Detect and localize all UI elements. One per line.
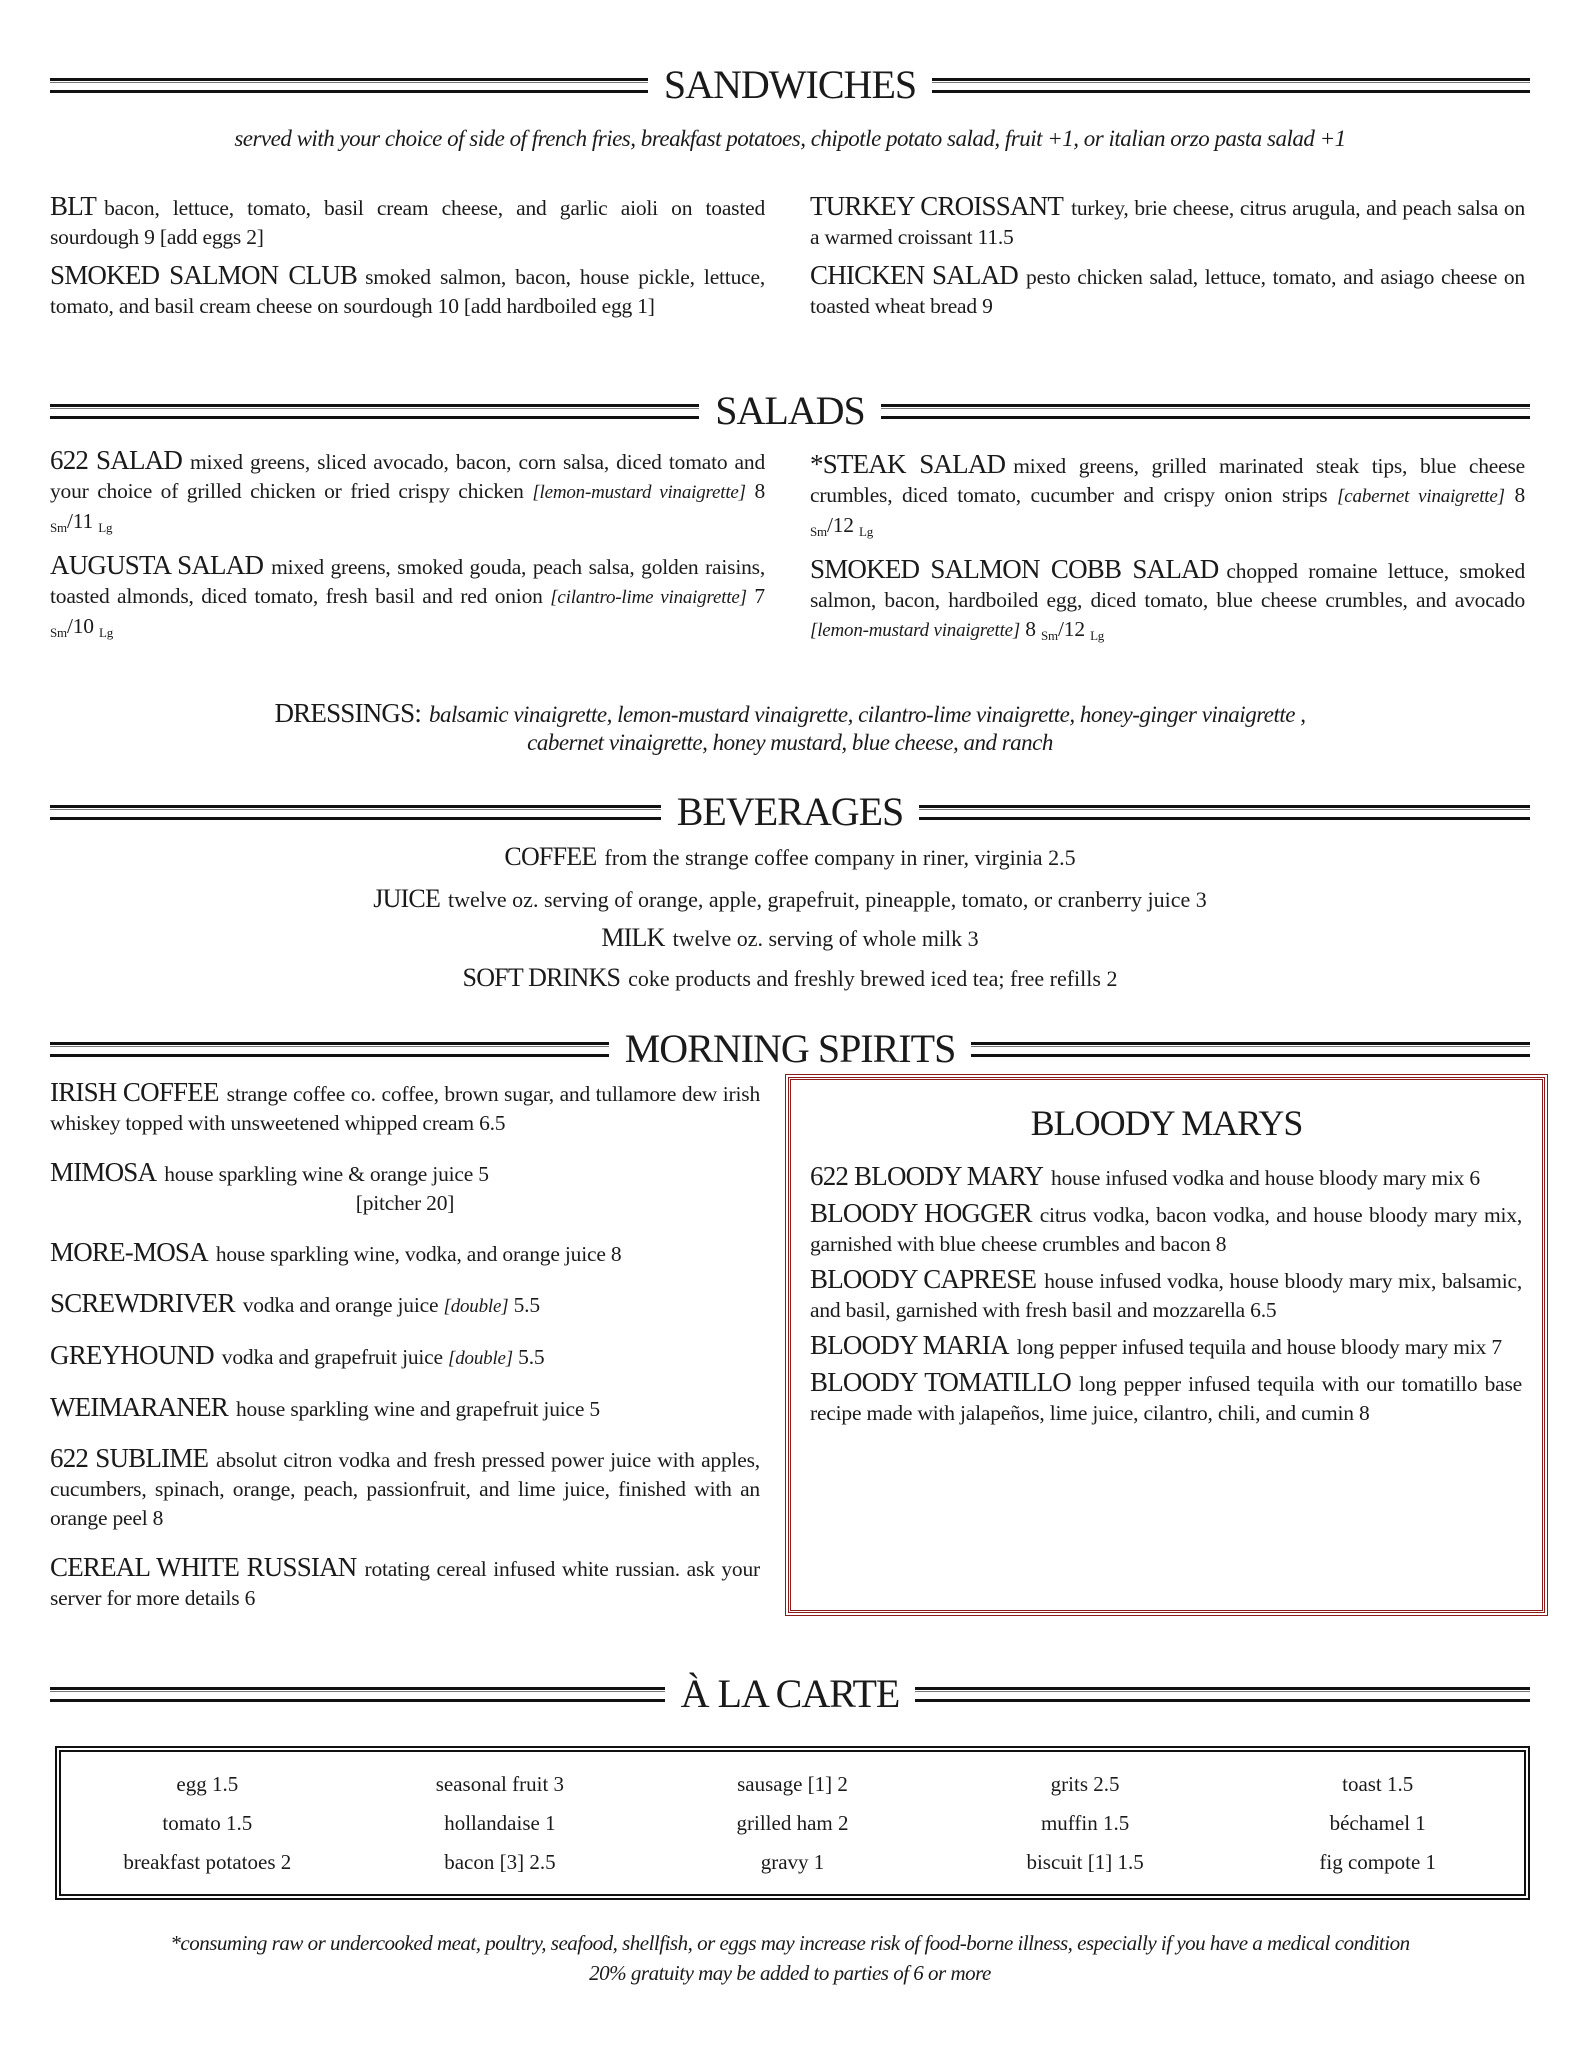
item-note: [lemon-mustard vinaigrette] — [532, 482, 746, 503]
size-large-label: Lg — [98, 520, 113, 535]
item-description: rotating cereal infused white russian. ask your server for more details — [50, 1557, 760, 1610]
item-price: 9 — [982, 294, 993, 318]
sandwiches-right — [810, 192, 1525, 330]
item-price: 5.5 — [513, 1293, 540, 1317]
a-la-carte-box — [55, 1746, 1530, 1900]
item-price: 8 $_{Sm}$/12 $_{Lg}$ — [1025, 617, 1105, 643]
a-la-carte-item: hollandaise 1 — [444, 1810, 556, 1835]
a-la-carte-item: gravy 1 — [760, 1849, 825, 1874]
a-la-carte-item: muffin 1.5 — [1040, 1810, 1130, 1835]
menu-item — [50, 446, 765, 542]
item-description: house sparkling wine and grapefruit juice — [235, 1397, 585, 1421]
item-name: BLOODY CAPRESE — [810, 1264, 1037, 1294]
item-name: TURKEY CROISSANT — [810, 191, 1064, 221]
item-description: twelve oz. serving of whole milk — [672, 926, 963, 951]
item-price: 10 [add hardboiled egg 1] — [437, 294, 655, 318]
item-description: twelve oz. serving of orange, apple, grapefruit, pineapple, tomato, or cranberry juice — [448, 887, 1191, 912]
item-description: smoked salmon, bacon, house pickle, lettuce, tomato, and basil cream cheese on sourdough — [50, 265, 765, 318]
divider — [932, 78, 1530, 93]
section-title: MORNING SPIRITS — [624, 1026, 956, 1071]
size-large-label: Lg — [1090, 628, 1105, 643]
item-description: absolut citron vodka and fresh pressed power juice with apples, cucumbers, spinach, orange, peach, passionfruit, and lime juice, finished with an orange peel — [50, 1448, 760, 1530]
beverage-item — [50, 963, 1530, 993]
item-name: GREYHOUND — [50, 1340, 214, 1370]
item-price: 11.5 — [977, 225, 1014, 249]
a-la-carte-item: grilled ham 2 — [736, 1810, 849, 1835]
a-la-carte-item: breakfast potatoes 2 — [123, 1849, 292, 1874]
dressings — [50, 698, 1530, 729]
item-price: 8 $_{Sm}$/12 $_{Lg}$ — [810, 483, 1525, 539]
a-la-carte-item: sausage [1] 2 — [737, 1771, 848, 1796]
price-small: 8 — [1025, 617, 1036, 641]
item-name: CHICKEN SALAD — [810, 260, 1019, 290]
size-small-label: Sm — [50, 520, 67, 535]
item-price: 8 — [152, 1506, 164, 1530]
menu-item — [810, 1331, 1522, 1362]
menu-item — [50, 551, 765, 647]
menu-item — [50, 1553, 760, 1613]
item-price: 8 $_{Sm}$/11 $_{Lg}$ — [50, 479, 765, 535]
price-large: 12 — [832, 513, 854, 537]
item-description: coke products and freshly brewed iced tea; free refills — [628, 966, 1101, 991]
price-large: 11 — [72, 509, 94, 533]
menu-item — [810, 1162, 1522, 1193]
item-name: COFFEE — [504, 842, 597, 871]
a-la-carte-header — [50, 1669, 1530, 1719]
price-small: 8 — [1514, 483, 1525, 507]
a-la-carte-item: biscuit [1] 1.5 — [1026, 1849, 1144, 1874]
menu-item — [50, 192, 765, 252]
bloody-marys-title: BLOODY MARYS — [1030, 1103, 1303, 1143]
sandwiches-left — [50, 192, 765, 330]
a-la-carte-item: grits 2.5 — [1050, 1771, 1120, 1796]
salads-right — [810, 450, 1525, 659]
a-la-carte-item: tomato 1.5 — [162, 1810, 253, 1835]
beverage-item — [50, 842, 1530, 872]
menu-item — [810, 450, 1525, 546]
item-name: BLOODY TOMATILLO — [810, 1367, 1071, 1397]
dressings-label: DRESSINGS: — [274, 698, 422, 728]
salads-header — [50, 386, 1530, 436]
item-price: 6.5 — [1250, 1298, 1277, 1322]
item-description: long pepper infused tequila with our tomatillo base recipe made with jalapeños, lime juice, cilantro, chili, and cumin — [810, 1372, 1522, 1425]
price-small: 8 — [754, 479, 765, 503]
item-description: house infused vodka, house bloody mary mix, balsamic, and basil, garnished with fresh basil and mozzarella — [810, 1269, 1522, 1322]
divider — [881, 404, 1530, 419]
item-note: [double] — [443, 1296, 509, 1317]
size-large-label: Lg — [859, 524, 874, 539]
dressings-line1: balsamic vinaigrette, lemon-mustard vinaigrette, cilantro-lime vinaigrette, honey-ginger vinaigrette , — [429, 702, 1306, 727]
item-price: 8 — [610, 1242, 622, 1266]
item-price: 6 — [244, 1586, 256, 1610]
item-price: 5 — [478, 1162, 489, 1186]
size-small-label: Sm — [50, 625, 67, 640]
item-description: house infused vodka and house bloody mary mix — [1051, 1166, 1465, 1190]
menu-item — [810, 1368, 1522, 1428]
section-title: SALADS — [715, 388, 865, 433]
item-price: 5 — [589, 1397, 600, 1421]
item-price: 8 — [1215, 1232, 1227, 1256]
section-title: À LA CARTE — [680, 1671, 900, 1716]
size-large-label: Lg — [99, 625, 114, 640]
section-title: BEVERAGES — [676, 789, 904, 834]
item-name: 622 BLOODY MARY — [810, 1161, 1044, 1191]
item-price: 7 — [1491, 1335, 1502, 1359]
item-name: MIMOSA — [50, 1157, 157, 1187]
item-name: WEIMARANER — [50, 1392, 228, 1422]
item-description: strange coffee co. coffee, brown sugar, and tullamore dew irish whiskey topped with unsweetened whipped cream — [50, 1082, 761, 1135]
price-small: 7 — [754, 584, 765, 608]
item-description: chopped romaine lettuce, smoked salmon, bacon, hardboiled egg, diced tomato, blue cheese crumbles, and avocado — [810, 559, 1525, 612]
item-price: 3 — [1195, 887, 1207, 912]
divider — [50, 404, 699, 419]
menu-item — [50, 1238, 760, 1269]
item-price: 6 — [1469, 1166, 1480, 1190]
item-name: CEREAL WHITE RUSSIAN — [50, 1552, 357, 1582]
item-description: from the strange coffee company in riner, virginia — [604, 845, 1043, 870]
item-price: 8 — [1359, 1401, 1370, 1425]
divider — [50, 1042, 609, 1057]
salads-left — [50, 446, 765, 656]
item-name: SCREWDRIVER — [50, 1288, 235, 1318]
price-large: 10 — [72, 614, 94, 638]
item-price: 6.5 — [479, 1111, 506, 1135]
menu-item — [810, 1265, 1522, 1325]
menu-item — [50, 1341, 760, 1373]
gratuity-note: 20% gratuity may be added to parties of 6 or more — [589, 1961, 991, 1985]
menu-item — [50, 1289, 760, 1321]
bloody-marys-list — [810, 1162, 1522, 1434]
item-description: mixed greens, smoked gouda, peach salsa, golden raisins, toasted almonds, diced tomato, fresh basil and red onion — [50, 555, 765, 608]
item-name: JUICE — [373, 884, 441, 913]
divider — [915, 1687, 1530, 1702]
item-price: 2.5 — [1048, 845, 1076, 870]
item-description: house sparkling wine & orange juice — [164, 1162, 474, 1186]
a-la-carte-item: béchamel 1 — [1329, 1810, 1426, 1835]
item-name: BLOODY HOGGER — [810, 1198, 1032, 1228]
a-la-carte-item: fig compote 1 — [1319, 1849, 1437, 1874]
item-name: BLOODY MARIA — [810, 1330, 1009, 1360]
spirits-list — [50, 1078, 760, 1633]
menu-item — [50, 1393, 760, 1424]
menu-item — [50, 1444, 760, 1533]
divider — [50, 805, 661, 820]
item-note: [cilantro-lime vinaigrette] — [550, 587, 747, 608]
price-large: 12 — [1063, 617, 1085, 641]
item-name: SOFT DRINKS — [462, 963, 621, 992]
item-description: turkey, brie cheese, citrus arugula, and peach salsa on a warmed croissant — [810, 196, 1525, 249]
divider — [971, 1042, 1530, 1057]
menu-item — [50, 261, 765, 321]
item-description: pesto chicken salad, lettuce, tomato, and asiago cheese on toasted wheat bread — [810, 265, 1525, 318]
item-name: 622 SALAD — [50, 445, 183, 475]
item-description: mixed greens, grilled marinated steak tips, blue cheese crumbles, diced tomato, cucumber and crispy onion strips — [810, 454, 1525, 507]
item-name: IRISH COFFEE — [50, 1077, 219, 1107]
item-price: 2 — [1106, 966, 1118, 991]
item-price: 7 $_{Sm}$/10 $_{Lg}$ — [50, 584, 765, 640]
menu-item — [50, 1158, 760, 1218]
menu-item — [810, 261, 1525, 321]
size-small-label: Sm — [1041, 628, 1058, 643]
item-price: 3 — [967, 926, 979, 951]
beverages-header — [50, 787, 1530, 837]
beverage-item — [50, 884, 1530, 914]
a-la-carte-item: bacon [3] 2.5 — [444, 1849, 556, 1874]
divider — [919, 805, 1530, 820]
item-description: citrus vodka, bacon vodka, and house bloody mary mix, garnished with blue cheese crumbles and bacon — [810, 1203, 1522, 1256]
menu-item — [810, 555, 1525, 650]
item-note: [lemon-mustard vinaigrette] — [810, 620, 1021, 641]
a-la-carte-item: toast 1.5 — [1342, 1771, 1414, 1796]
item-name: MORE-MOSA — [50, 1237, 208, 1267]
sandwiches-subtitle: served with your choice of side of french fries, breakfast potatoes, chipotle potato salad, fruit +1, or italian orzo pasta salad +1 — [234, 126, 1346, 151]
dressings-line2: cabernet vinaigrette, honey mustard, blue cheese, and ranch — [527, 730, 1053, 755]
section-title: SANDWICHES — [663, 62, 917, 107]
item-price: 9 [add eggs 2] — [144, 225, 264, 249]
a-la-carte-item: egg 1.5 — [176, 1771, 239, 1796]
divider — [50, 1687, 665, 1702]
item-name: SMOKED SALMON CLUB — [50, 260, 358, 290]
item-name: 622 SUBLIME — [50, 1443, 209, 1473]
item-description: long pepper infused tequila and house bloody mary mix — [1016, 1335, 1487, 1359]
item-name: *STEAK SALAD — [810, 449, 1006, 479]
item-description: mixed greens, sliced avocado, bacon, corn salsa, diced tomato and your choice of grilled chicken or fried crispy chicken — [50, 450, 765, 503]
item-description: bacon, lettuce, tomato, basil cream cheese, and garlic aioli on toasted sourdough — [50, 196, 765, 249]
beverage-item — [50, 923, 1530, 953]
sandwiches-header — [50, 60, 1530, 110]
item-name: BLT — [50, 191, 97, 221]
menu-item — [50, 1078, 760, 1138]
item-price: 5.5 — [518, 1345, 545, 1369]
item-note: [double] — [448, 1348, 513, 1369]
divider — [50, 78, 648, 93]
spirits-header — [50, 1024, 1530, 1074]
food-warning: *consuming raw or undercooked meat, poultry, seafood, shellfish, or eggs may increase risk of food-borne illness, especially if you have a medical condition — [170, 1931, 1410, 1955]
item-note: [cabernet vinaigrette] — [1337, 486, 1505, 507]
item-extra-price: [pitcher 20] — [355, 1191, 455, 1215]
menu-item — [810, 192, 1525, 252]
item-name: MILK — [601, 923, 665, 952]
item-description: house sparkling wine, vodka, and orange juice — [215, 1242, 606, 1266]
item-description: vodka and orange juice — [242, 1293, 439, 1317]
size-small-label: Sm — [810, 524, 827, 539]
item-name: SMOKED SALMON COBB SALAD — [810, 554, 1219, 584]
item-description: vodka and grapefruit juice — [221, 1345, 443, 1369]
menu-item — [810, 1199, 1522, 1259]
item-name: AUGUSTA SALAD — [50, 550, 264, 580]
a-la-carte-item: seasonal fruit 3 — [435, 1771, 565, 1796]
